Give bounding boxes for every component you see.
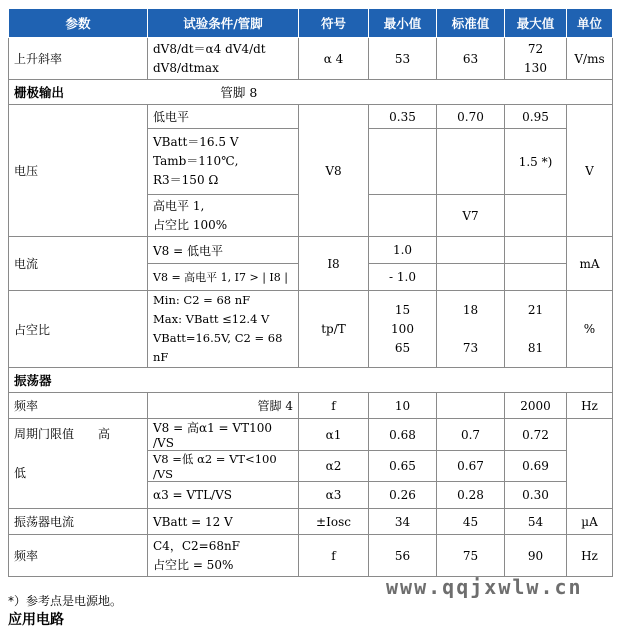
- header-symbol: 符号: [299, 9, 369, 38]
- symbol-cell: ±Iosc: [299, 509, 369, 535]
- cond-threshold: V8 = 高α1 = VT100 /VS: [148, 419, 299, 451]
- header-typ: 标准值: [437, 9, 505, 38]
- unit-cell: µA: [567, 509, 613, 535]
- table-row: [9, 38, 613, 80]
- cond-freq2: [148, 535, 299, 577]
- unit-cell: [567, 419, 613, 509]
- unit-cell: Hz: [567, 535, 613, 577]
- header-condition: 试验条件/管脚: [148, 9, 299, 38]
- cond-osc-current: VBatt = 12 V: [148, 509, 299, 535]
- param-line: 低: [14, 466, 27, 480]
- min-cell: 53: [369, 38, 437, 80]
- min-cell: [369, 291, 437, 368]
- max-cell: 1.5 *): [505, 129, 567, 195]
- param-threshold: [9, 419, 148, 509]
- symbol-cell: α1: [299, 419, 369, 451]
- symbol-cell: f: [299, 393, 369, 419]
- symbol-cell: f: [299, 535, 369, 577]
- min-cell: 0.26: [369, 482, 437, 509]
- param-freq2: 频率: [9, 535, 148, 577]
- cond-line: C4，C2=68nF: [153, 538, 241, 553]
- cond-voltage-low: 低电平: [148, 105, 299, 129]
- typ-cell: [437, 393, 505, 419]
- cond-line: R3＝150 Ω: [153, 173, 219, 187]
- cond-line: Tamb＝110℃,: [153, 154, 239, 168]
- min-cell: 34: [369, 509, 437, 535]
- table-row: [9, 237, 613, 264]
- param-current: 电流: [9, 237, 148, 291]
- max-cell: [505, 38, 567, 80]
- symbol-cell: I8: [299, 237, 369, 291]
- value-line: 72: [527, 41, 544, 56]
- value-line: [510, 320, 561, 339]
- cond-line: dV8/dtmax: [153, 60, 219, 75]
- max-cell: [505, 237, 567, 264]
- typ-cell: [437, 264, 505, 291]
- cond-line: dV8/dt＝α4 dV4/dt: [153, 41, 266, 56]
- cond-line: 高电平 1,: [153, 198, 205, 213]
- symbol-cell: V8: [299, 105, 369, 237]
- footnote: *）参考点是电源地。: [8, 594, 123, 608]
- value-line: 130: [524, 60, 547, 75]
- value-line: 21: [527, 302, 544, 317]
- section-oscillator: 振荡器: [9, 368, 613, 393]
- param-slew: 上升斜率: [9, 38, 148, 80]
- cond-freq: 管脚 4: [148, 393, 299, 419]
- table-row: [9, 535, 613, 577]
- table-row: [9, 419, 613, 451]
- table-row: [9, 509, 613, 535]
- typ-cell: 45: [437, 509, 505, 535]
- cond-voltage-test: [148, 129, 299, 195]
- max-cell: 0.72: [505, 419, 567, 451]
- min-cell: [369, 195, 437, 237]
- cond-current-high: V8 = 高电平 1, I7 > | I8 |: [148, 264, 299, 291]
- table-row: [9, 105, 613, 129]
- typ-cell: [437, 129, 505, 195]
- min-cell: 1.0: [369, 237, 437, 264]
- typ-cell: 0.70: [437, 105, 505, 129]
- watermark: www.qqjxwlw.cn: [386, 575, 583, 599]
- cond-line: Max: VBatt ≤12.4 V: [153, 312, 270, 326]
- max-cell: [505, 264, 567, 291]
- value-line: 73: [462, 340, 479, 355]
- section-row: [9, 368, 613, 393]
- section-title: 栅极输出: [14, 85, 65, 100]
- header-row: [9, 9, 613, 38]
- cond-line: 占空比 = 50%: [153, 557, 234, 572]
- unit-cell: Hz: [567, 393, 613, 419]
- cond-duty: [148, 291, 299, 368]
- section-gate-output: [9, 80, 613, 105]
- typ-cell: 75: [437, 535, 505, 577]
- min-cell: [369, 129, 437, 195]
- min-cell: 10: [369, 393, 437, 419]
- min-cell: 0.68: [369, 419, 437, 451]
- table-row: [9, 393, 613, 419]
- min-cell: 0.65: [369, 451, 437, 482]
- symbol-cell: α 4: [299, 38, 369, 80]
- typ-cell: [437, 291, 505, 368]
- cond-voltage-high: [148, 195, 299, 237]
- typ-cell: 0.28: [437, 482, 505, 509]
- section-row: [9, 80, 613, 105]
- symbol-cell: α3: [299, 482, 369, 509]
- min-cell: 56: [369, 535, 437, 577]
- unit-cell: mA: [567, 237, 613, 291]
- cond-line: 占空比 100%: [153, 217, 228, 232]
- typ-cell: 0.67: [437, 451, 505, 482]
- value-line: 100: [391, 321, 414, 336]
- param-duty: 占空比: [9, 291, 148, 368]
- cond-threshold: V8 =低 α2 = VT<100 /VS: [148, 451, 299, 482]
- param-freq: 频率: [9, 393, 148, 419]
- value-line: [442, 320, 499, 339]
- typ-cell: 63: [437, 38, 505, 80]
- section-heading: 应用电路: [8, 612, 64, 628]
- cond-line: Min: C2 = 68 nF: [153, 293, 251, 307]
- max-cell: [505, 195, 567, 237]
- param-osc-current: 振荡器电流: [9, 509, 148, 535]
- header-unit: 单位: [567, 9, 613, 38]
- max-cell: 0.95: [505, 105, 567, 129]
- header-param: 参数: [9, 9, 148, 38]
- max-cell: 54: [505, 509, 567, 535]
- min-cell: 0.35: [369, 105, 437, 129]
- typ-cell: 0.7: [437, 419, 505, 451]
- value-line: 65: [394, 340, 411, 355]
- max-cell: 2000: [505, 393, 567, 419]
- param-line: 周期门限值 高: [14, 427, 111, 441]
- cond-threshold: α3 = VTL/VS: [148, 482, 299, 509]
- section-pin: 管脚 8: [220, 85, 258, 100]
- max-cell: 90: [505, 535, 567, 577]
- table-row: [9, 291, 613, 368]
- max-cell: 0.30: [505, 482, 567, 509]
- symbol-cell: tp/T: [299, 291, 369, 368]
- max-cell: 0.69: [505, 451, 567, 482]
- value-line: 81: [527, 340, 544, 355]
- min-cell: - 1.0: [369, 264, 437, 291]
- header-min: 最小值: [369, 9, 437, 38]
- cond-line: VBatt＝16.5 V: [153, 135, 239, 149]
- max-cell: [505, 291, 567, 368]
- typ-cell: V7: [437, 195, 505, 237]
- unit-cell: V: [567, 105, 613, 237]
- symbol-cell: α2: [299, 451, 369, 482]
- typ-cell: [437, 237, 505, 264]
- value-line: 15: [394, 302, 411, 317]
- cond-line: VBatt=16.5V, C2 = 68 nF: [153, 331, 283, 364]
- unit-cell: %: [567, 291, 613, 368]
- value-line: 18: [462, 302, 479, 317]
- cond-current-low: V8 = 低电平: [148, 237, 299, 264]
- spec-table: [8, 8, 613, 577]
- unit-cell: V/ms: [567, 38, 613, 80]
- cond-slew: [148, 38, 299, 80]
- param-voltage: 电压: [9, 105, 148, 237]
- header-max: 最大值: [505, 9, 567, 38]
